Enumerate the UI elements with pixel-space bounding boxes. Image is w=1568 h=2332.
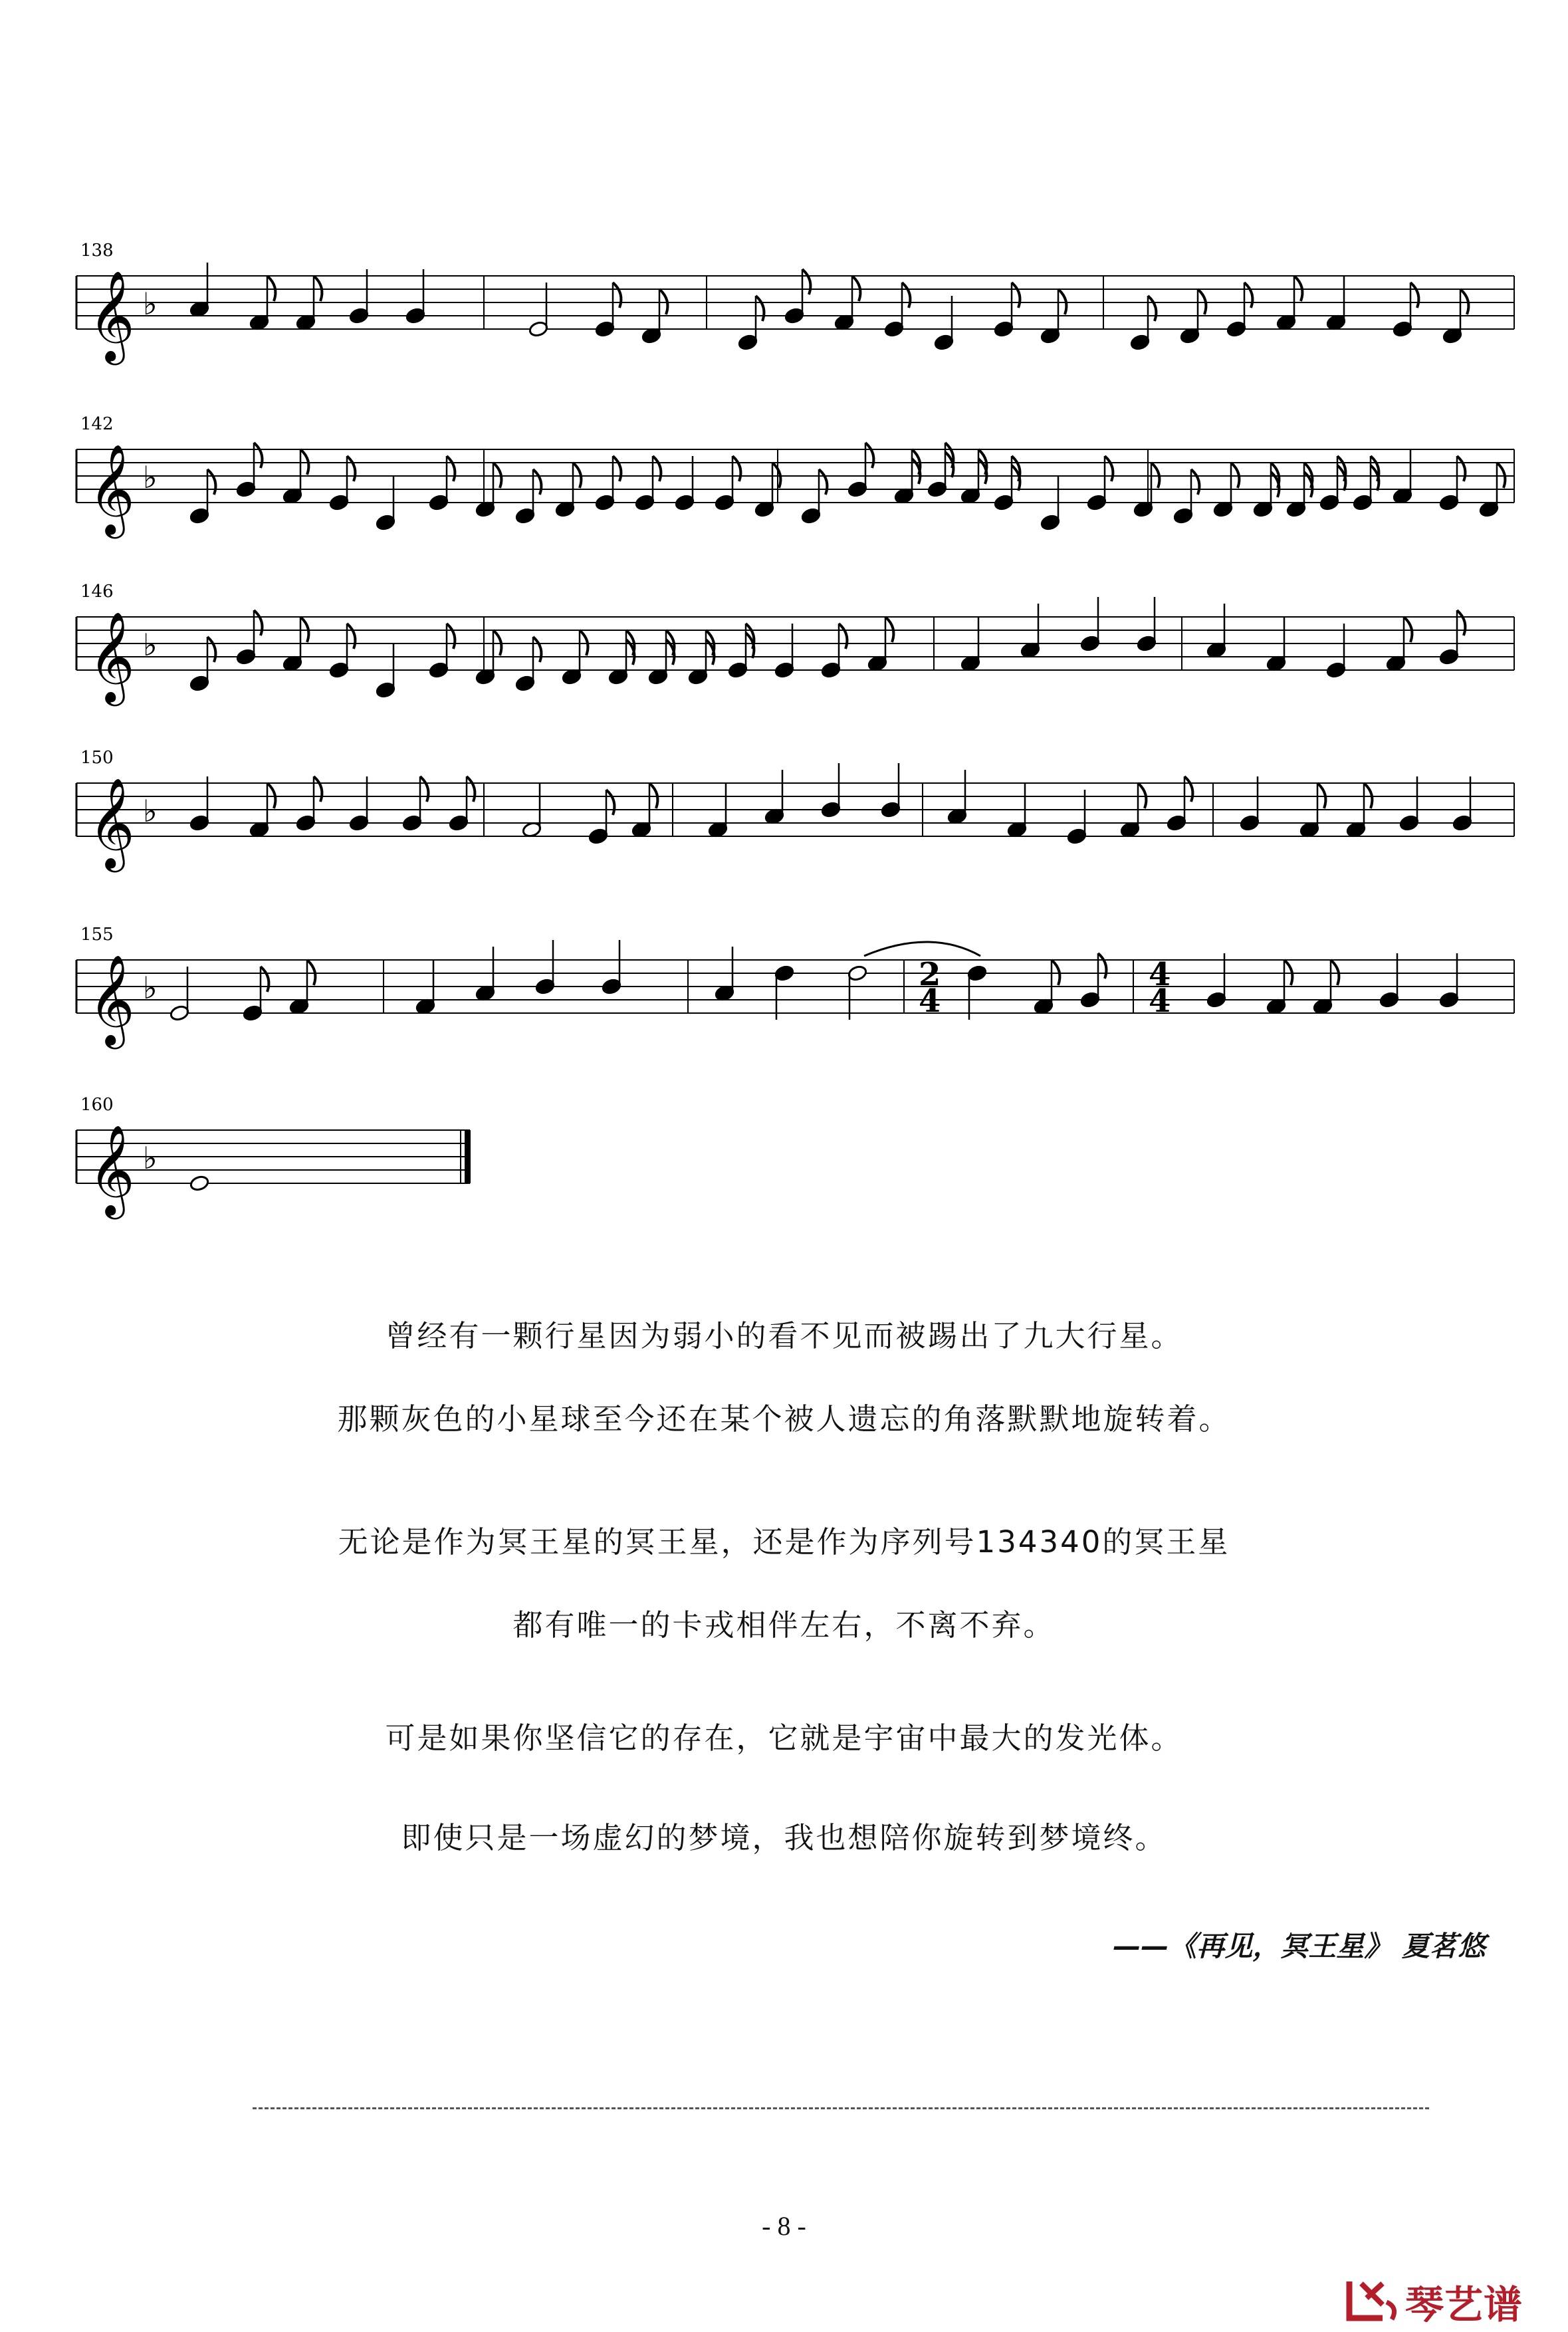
poem-line-5: 可是如果你坚信它的存在，它就是宇宙中最大的发光体。 <box>385 1720 1183 1756</box>
note-head <box>535 978 556 995</box>
note-flag <box>1457 456 1465 481</box>
note-head <box>1137 635 1157 652</box>
note-head <box>429 661 449 679</box>
note-head <box>515 507 536 525</box>
note-head <box>1240 814 1260 832</box>
note-head <box>994 494 1014 511</box>
note-flag <box>261 967 269 992</box>
tie-slur <box>864 942 980 956</box>
note-flag <box>533 637 541 662</box>
note-head <box>715 494 735 511</box>
note-flag <box>613 456 621 481</box>
note-head <box>934 334 954 351</box>
note-head <box>774 965 795 982</box>
measure-number-146: 146 <box>80 582 114 602</box>
note-flag <box>1457 610 1465 636</box>
note-flag <box>902 283 910 308</box>
treble-clef-icon: 𝄞 <box>88 1123 135 1215</box>
flat-icon: ♭ <box>143 793 158 829</box>
note-head <box>189 675 210 692</box>
note-flag <box>207 637 215 662</box>
dashed-divider <box>253 2107 1429 2109</box>
note-head <box>349 814 370 832</box>
note-head <box>189 814 210 832</box>
note-flag <box>819 469 827 495</box>
note-head <box>847 481 868 498</box>
note-head <box>402 814 423 832</box>
note-head <box>821 661 841 679</box>
note-head <box>738 334 758 351</box>
note-head <box>884 320 905 338</box>
note-head <box>1173 507 1194 525</box>
note-head <box>847 965 868 982</box>
note-head <box>1439 991 1460 1008</box>
note-flag <box>347 456 355 481</box>
note-head <box>376 514 396 531</box>
note-head <box>927 481 948 498</box>
note-head <box>1080 991 1101 1008</box>
note-head <box>675 494 695 511</box>
note-head <box>1399 814 1420 832</box>
measure-number-150: 150 <box>80 748 114 768</box>
note-head <box>1439 648 1460 665</box>
note-head <box>1130 334 1151 351</box>
note-head <box>236 481 257 498</box>
note-flag <box>1191 469 1199 495</box>
note-flag <box>865 443 873 468</box>
note-head <box>329 661 350 679</box>
time-signature-bottom: 4 <box>919 983 941 1020</box>
flat-icon: ♭ <box>143 1140 158 1176</box>
flat-icon: ♭ <box>143 286 158 322</box>
note-head <box>349 307 370 324</box>
note-head <box>967 965 988 982</box>
note-flag <box>254 443 262 468</box>
note-head <box>1393 320 1413 338</box>
poem-line-1: 曾经有一颗行星因为弱小的看不见而被踢出了九大行星。 <box>385 1318 1183 1353</box>
note-flag <box>1184 776 1192 802</box>
note-head <box>189 1175 210 1192</box>
note-head <box>1319 494 1340 511</box>
note-head <box>1040 514 1061 531</box>
note-head <box>376 681 396 699</box>
note-flag <box>1244 283 1252 308</box>
flat-icon: ♭ <box>143 459 158 495</box>
note-head <box>236 648 257 665</box>
poem-line-4: 都有唯一的卡戎相伴左右，不离不弃。 <box>512 1607 1056 1643</box>
time-signature-top: 4 <box>1149 956 1171 993</box>
note-flag <box>533 469 541 495</box>
note-head <box>1206 991 1227 1008</box>
treble-clef-icon: 𝄞 <box>88 610 135 702</box>
note-flag <box>1012 283 1020 308</box>
note-flag <box>1148 296 1156 321</box>
brand-logo[interactable] <box>1343 2274 1523 2329</box>
note-flag <box>653 456 661 481</box>
note-head <box>728 661 748 679</box>
poem-line-3: 无论是作为冥王星的冥王星，还是作为序列号134340的冥王星 <box>338 1524 1230 1560</box>
flat-icon: ♭ <box>143 970 158 1006</box>
flat-icon: ♭ <box>143 627 158 663</box>
treble-clef-icon: 𝄞 <box>88 953 135 1045</box>
time-signature-bottom: 4 <box>1149 983 1171 1020</box>
note-head <box>1452 814 1473 832</box>
note-flag <box>314 776 322 802</box>
note-head <box>588 828 609 845</box>
note-head <box>595 320 616 338</box>
note-flag <box>1105 456 1113 481</box>
note-head <box>296 814 316 832</box>
note-flag <box>802 269 810 294</box>
poem-line-2: 那颗灰色的小星球至今还在某个被人遗忘的角落默默地旋转着。 <box>337 1401 1231 1437</box>
final-barline-thick <box>465 1130 471 1183</box>
treble-clef-icon: 𝄞 <box>88 776 135 868</box>
treble-clef-icon: 𝄞 <box>88 443 135 534</box>
measure-number-138: 138 <box>80 241 114 261</box>
note-flag <box>447 456 455 481</box>
time-signature-top: 2 <box>919 956 941 993</box>
note-head <box>528 320 549 338</box>
note-flag <box>1410 283 1418 308</box>
note-head <box>1067 828 1087 845</box>
note-flag <box>606 790 614 815</box>
note-head <box>1087 494 1107 511</box>
note-flag <box>1098 953 1106 979</box>
note-head <box>595 494 616 511</box>
note-head <box>405 307 426 324</box>
note-flag <box>467 776 475 802</box>
note-flag <box>613 283 621 308</box>
note-head <box>1080 635 1101 652</box>
note-flag <box>254 610 262 636</box>
treble-clef-icon: 𝄞 <box>88 269 135 361</box>
note-head <box>994 320 1014 338</box>
note-flag <box>756 296 764 321</box>
note-head <box>1326 661 1347 679</box>
note-flag <box>447 624 455 649</box>
note-head <box>429 494 449 511</box>
note-head <box>329 494 350 511</box>
note-head <box>774 661 795 679</box>
logo-icon <box>1343 2278 1402 2325</box>
note-head <box>1167 814 1187 832</box>
note-head <box>1226 320 1247 338</box>
note-flag <box>420 776 428 802</box>
note-flag <box>347 624 355 649</box>
note-flag <box>207 469 215 495</box>
attribution: ——《再见，冥王星》 夏茗悠 <box>1113 1930 1486 1962</box>
measure-number-160: 160 <box>80 1095 114 1115</box>
brand-name: 琴艺谱 <box>1405 2282 1523 2327</box>
page-number: - 8 - <box>762 2211 806 2241</box>
note-head <box>1439 494 1460 511</box>
note-head <box>449 814 469 832</box>
measure-number-155: 155 <box>80 925 114 945</box>
note-head <box>821 801 841 818</box>
note-head <box>515 675 536 692</box>
note-head <box>243 1004 263 1022</box>
note-head <box>784 307 805 324</box>
note-head <box>189 507 210 525</box>
note-head <box>169 1004 190 1022</box>
poem-line-6: 即使只是一场虚幻的梦境，我也想陪你旋转到梦境终。 <box>401 1820 1167 1855</box>
note-head <box>635 494 655 511</box>
note-head <box>801 507 822 525</box>
note-head <box>602 978 622 995</box>
measure-number-142: 142 <box>80 414 114 434</box>
note-head <box>881 801 901 818</box>
note-head <box>1353 494 1373 511</box>
note-flag <box>732 456 740 481</box>
note-head <box>1379 991 1400 1008</box>
note-flag <box>839 624 847 649</box>
